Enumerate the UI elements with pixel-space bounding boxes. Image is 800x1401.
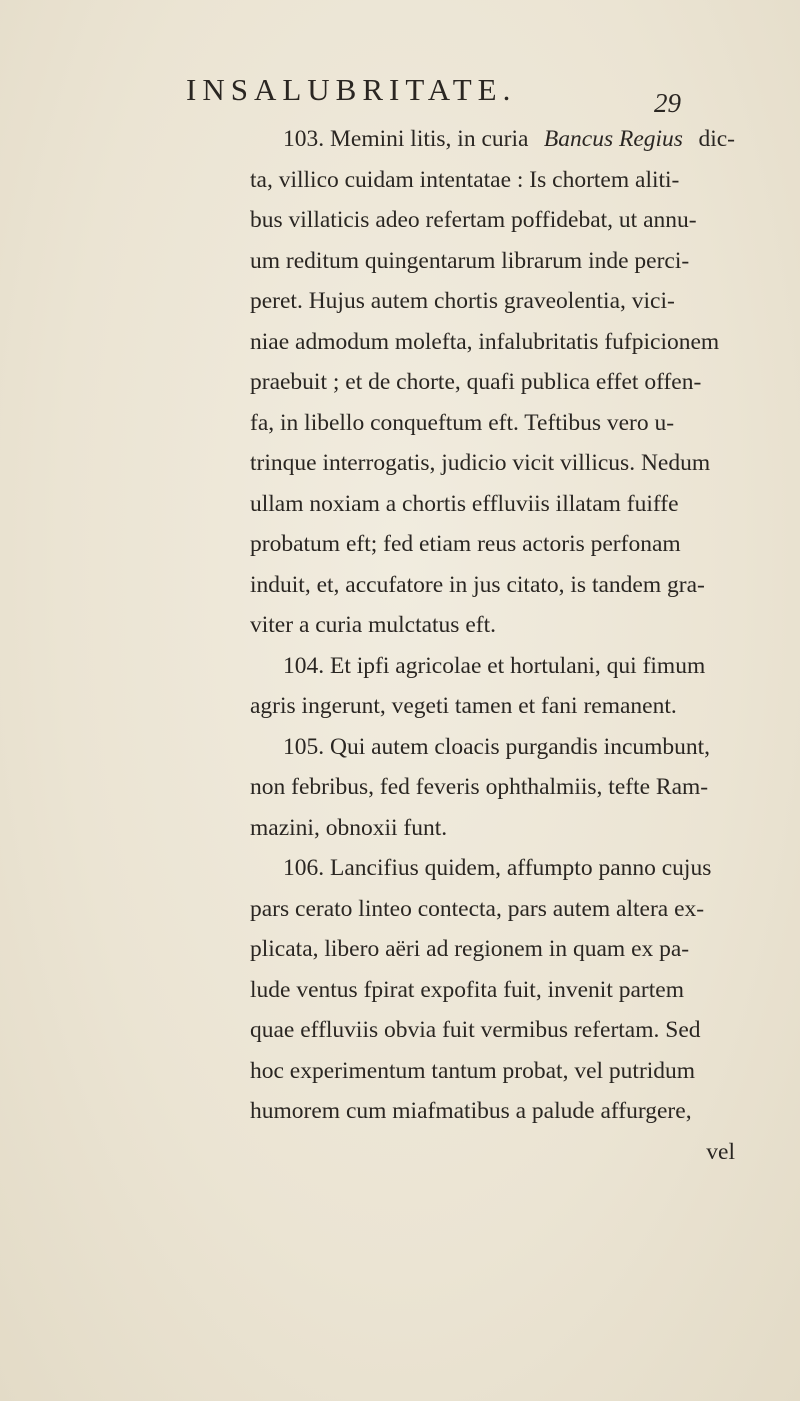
paragraph-104 <box>250 646 735 727</box>
page-number: 29 <box>654 88 681 118</box>
text-line: bus villaticis adeo refertam poffidebat, ut annu- <box>250 207 697 233</box>
text-line: mazini, obnoxii funt. <box>250 814 448 841</box>
text-line: non febribus, fed feveris ophthalmiis, tefte Ram- <box>250 774 709 800</box>
running-head: INSALUBRITATE. <box>186 72 517 107</box>
text-line: hoc experimentum tantum probat, vel putridum <box>250 1057 696 1084</box>
text-line: trinque interrogatis, judicio vicit villicus. Nedum <box>250 450 711 476</box>
text-line: agris ingerunt, vegeti tamen et fani remanent. <box>250 693 677 719</box>
paragraph-103 <box>250 119 735 646</box>
text-line: um reditum quingentarum librarum inde perci- <box>250 247 690 274</box>
text-line: 103. Memini litis, in curia Bancus Regius dic- <box>283 126 735 152</box>
body-text <box>250 119 735 1172</box>
text-line: induit, et, accufatore in jus citato, is tandem gra- <box>250 571 705 598</box>
text-line: ta, villico cuidam intentatae : Is chortem aliti- <box>250 166 680 193</box>
text-line: plicata, libero aëri ad regionem in quam ex pa- <box>250 936 690 962</box>
text-line: lude ventus fpirat expofita fuit, invenit partem <box>250 976 684 1003</box>
paragraph-105 <box>250 727 735 849</box>
text-line: pars cerato linteo contecta, pars autem altera ex- <box>250 895 705 922</box>
text-line: 104. Et ipfi agricolae et hortulani, qui fimum <box>283 652 706 679</box>
text-line: praebuit ; et de chorte, quafi publica effet offen- <box>250 369 702 395</box>
text-line: ullam noxiam a chortis effluviis illatam fuiffe <box>250 490 679 517</box>
text-line: fa, in libello conqueftum eft. Teftibus vero u- <box>250 409 675 436</box>
text-line: 106. Lancifius quidem, affumpto panno cujus <box>283 855 712 881</box>
text-line: niae admodum molefta, infalubritatis fufpicionem <box>250 328 720 355</box>
text-line: probatum eft; fed etiam reus actoris perfonam <box>250 531 681 557</box>
text-line: peret. Hujus autem chortis graveolentia, vici- <box>250 288 675 314</box>
paragraph-106 <box>250 848 735 1132</box>
text-line: 105. Qui autem cloacis purgandis incumbunt, <box>283 733 711 760</box>
text-line: viter a curia mulctatus eft. <box>250 612 496 638</box>
text-line: humorem cum miafmatibus a palude affurgere, <box>250 1098 692 1124</box>
text-line: quae effluviis obvia fuit vermibus refertam. Sed <box>250 1017 701 1043</box>
catchword: vel <box>706 1138 735 1165</box>
